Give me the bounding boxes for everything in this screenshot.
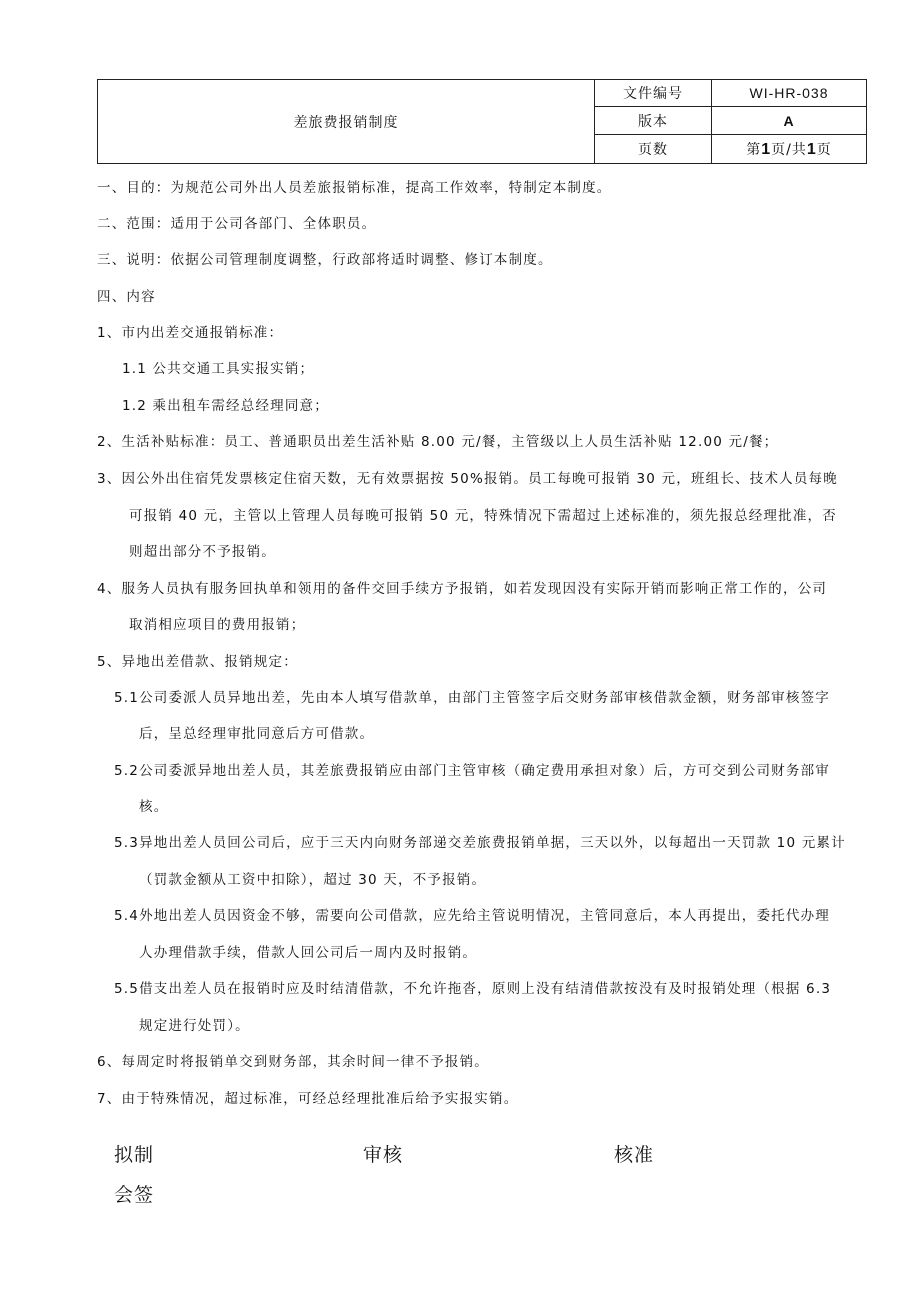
signature-draft-label: 拟制 (114, 1144, 155, 1166)
header-table (97, 79, 867, 164)
section-purpose: 一、目的：为规范公司外出人员差旅报销标准，提高工作效率，特制定本制度。 (97, 180, 612, 196)
item-5-1-line-1: 5.1公司委派人员异地出差，先由本人填写借款单，由部门主管签字后交财务部审核借款金额，财务部审核签字 (114, 690, 830, 706)
document-title: 差旅费报销制度 (98, 80, 595, 164)
item-5: 5、异地出差借款、报销规定： (97, 654, 298, 670)
section-note: 三、说明：依据公司管理制度调整，行政部将适时调整、修订本制度。 (97, 252, 553, 268)
item-1: 1、市内出差交通报销标准： (97, 325, 284, 341)
item-4-line-1: 4、服务人员执有服务回执单和领用的备件交回手续方予报销，如若发现因没有实际开销而影响正常工作的，公司 (97, 581, 828, 597)
item-5-5-line-1: 5.5借支出差人员在报销时应及时结清借款，不允许拖沓，原则上没有结清借款按没有及时报销处理（根据 6.3 (114, 981, 832, 997)
section-content-heading: 四、内容 (97, 289, 156, 305)
signature-approve-label: 核准 (614, 1144, 655, 1166)
doc-number-label: 文件编号 (595, 80, 712, 107)
version-label: 版本 (595, 107, 712, 135)
item-5-2-line-1: 5.2公司委派异地出差人员，其差旅费报销应由部门主管审核（确定费用承担对象）后，方可交到公司财务部审 (114, 763, 830, 779)
doc-number-value: WI-HR-038 (712, 80, 867, 107)
item-4-line-2: 取消相应项目的费用报销； (129, 617, 306, 633)
item-3-line-1: 3、因公外出住宿凭发票核定住宿天数，无有效票据按 50%报销。员工每晚可报销 30 元，班组长、技术人员每晚 (97, 471, 838, 487)
item-6: 6、每周定时将报销单交到财务部，其余时间一律不予报销。 (97, 1054, 489, 1070)
item-5-4-line-1: 5.4外地出差人员因资金不够，需要向公司借款，应先给主管说明情况，主管同意后，本人再提出，委托代办理 (114, 908, 830, 924)
signature-countersign-label: 会签 (114, 1184, 155, 1206)
item-5-1-line-2: 后，呈总经理审批同意后方可借款。 (139, 726, 375, 742)
item-5-4-line-2: 人办理借款手续，借款人回公司后一周内及时报销。 (139, 945, 478, 961)
item-2: 2、生活补贴标准：员工、普通职员出差生活补贴 8.00 元/餐，主管级以上人员生活补贴 12.00 元/餐； (97, 434, 779, 450)
version-value: A (712, 107, 867, 135)
item-5-5-line-2: 规定进行处罚）。 (139, 1018, 250, 1034)
item-5-3-line-2: （罚款金额从工资中扣除），超过 30 天，不予报销。 (139, 872, 487, 888)
item-7: 7、由于特殊情况，超过标准，可经总经理批准后给予实报实销。 (97, 1091, 519, 1107)
item-1-1: 1.1 公共交通工具实报实销； (122, 361, 315, 377)
item-3-line-2: 可报销 40 元，主管以上管理人员每晚可报销 50 元，特殊情况下需超过上述标准的，须先报总经理批准，否 (129, 508, 837, 524)
item-3-line-3: 则超出部分不予报销。 (129, 544, 276, 560)
pages-label: 页数 (595, 135, 712, 164)
pages-value: 第1页/共1页 (712, 135, 867, 164)
signature-review-label: 审核 (363, 1144, 404, 1166)
item-5-2-line-2: 核。 (139, 799, 169, 815)
section-scope: 二、范围：适用于公司各部门、全体职员。 (97, 216, 377, 232)
item-1-2: 1.2 乘出租车需经总经理同意； (122, 398, 329, 414)
item-5-3-line-1: 5.3异地出差人员回公司后，应于三天内向财务部递交差旅费报销单据，三天以外，以每超出一天罚款 10 元累计 (114, 835, 846, 851)
